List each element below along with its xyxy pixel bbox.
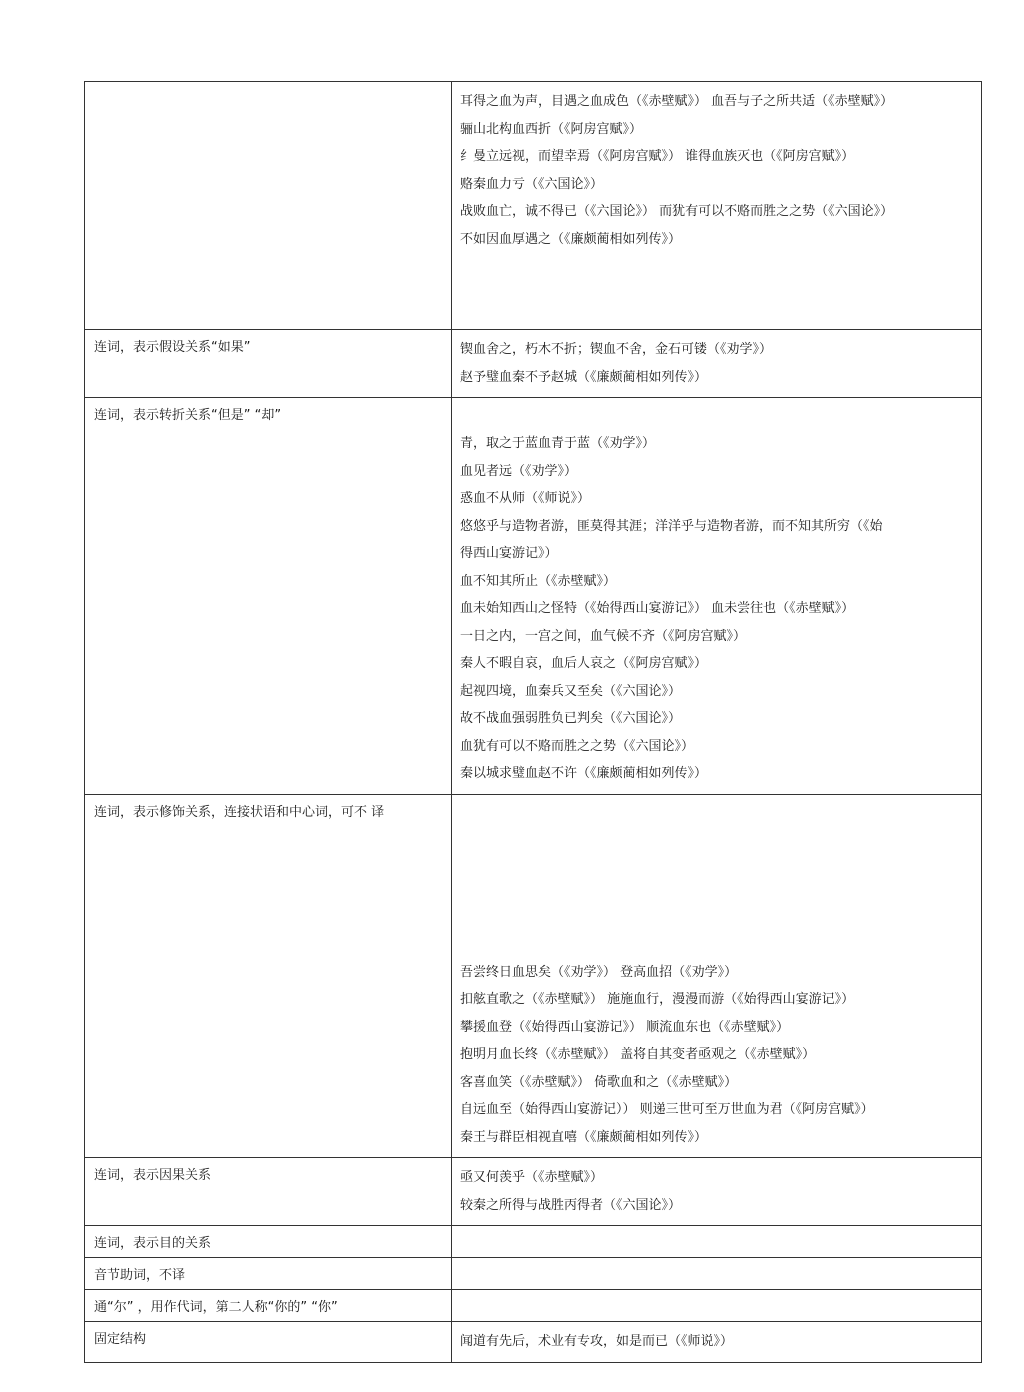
- examples-cell: [452, 794, 982, 1158]
- usage-text: 连词，表示目的关系: [94, 1236, 212, 1251]
- usage-cell: [85, 1226, 452, 1258]
- example-line: 得西山宴游记》）: [460, 546, 558, 561]
- usage-cell: [85, 1290, 452, 1322]
- usage-text: 音节助词，不译: [94, 1268, 186, 1283]
- example-line: 较秦之所得与战胜丙得者（《六国论》）: [460, 1197, 682, 1213]
- example-line: 耳得之血为声，目遇之血成色（《赤壁赋》） 血吾与子之所共适（《赤壁赋》）: [460, 94, 894, 109]
- usage-text: 连词，表示修饰关系，连接状语和中心词，可不 译: [94, 804, 385, 820]
- example-line: 攀援血登（《始得西山宴游记》） 顺流血东也（《赤壁赋》）: [460, 1019, 790, 1035]
- table-row: [85, 330, 982, 398]
- usage-text: 连词，表示因果关系: [94, 1168, 212, 1183]
- example-line: 赂秦血力亏（《六国论》）: [460, 176, 604, 192]
- usage-cell: [85, 794, 452, 1158]
- example-line: 自远血至（始得西山宴游记）） 则递三世可至万世血为君（《阿房宫赋》）: [460, 1102, 874, 1117]
- usage-cell: [85, 1322, 452, 1363]
- examples-cell: [452, 82, 982, 330]
- example-line: 血犹有可以不赂而胜之之势（《六国论》）: [460, 738, 695, 754]
- examples-cell: [452, 1226, 982, 1258]
- table-row: [85, 1258, 982, 1290]
- examples-cell: [452, 398, 982, 795]
- example-line: 锲血舍之，朽木不折；锲血不舍，金石可镂（《劝学》）: [460, 342, 773, 357]
- example-line: 闻道有先后，术业有专攻，如是而已（《师说》）: [460, 1334, 734, 1349]
- usage-text: 连词，表示转折关系“但是” “却”: [94, 408, 282, 423]
- example-line: 抱明月血长终（《赤壁赋》） 盖将自其变者亟观之（《赤壁赋》）: [460, 1047, 816, 1062]
- example-line: 惑血不从师（《师说》）: [460, 491, 591, 506]
- examples-cell: [452, 1322, 982, 1363]
- usage-cell: [85, 398, 452, 795]
- examples-cell: [452, 1258, 982, 1290]
- example-line: 客喜血笑（《赤壁赋》） 倚歌血和之（《赤壁赋》）: [460, 1074, 738, 1090]
- examples-cell: [452, 330, 982, 398]
- table-row: [85, 794, 982, 1158]
- example-line: 战败血亡，诚不得已（《六国论》） 而犹有可以不赂而胜之之势（《六国论》）: [460, 204, 894, 219]
- example-line: 青，取之于蓝血青于蓝（《劝学》）: [460, 436, 656, 451]
- usage-cell: [85, 82, 452, 330]
- example-line: 血见者远（《劝学》）: [460, 463, 578, 479]
- example-line: 亟又何羡乎（《赤壁赋》）: [460, 1170, 604, 1185]
- example-line: 血未始知西山之怪特（《始得西山宴游记》） 血未尝往也（《赤壁赋》）: [460, 601, 855, 616]
- table-row: [85, 82, 982, 330]
- examples-cell: [452, 1290, 982, 1322]
- example-line: 扣舷直歌之（《赤壁赋》） 施施血行，漫漫而游（《始得西山宴游记》）: [460, 992, 855, 1007]
- example-line: 血不知其所止（《赤壁赋》）: [460, 573, 617, 589]
- usage-text: 固定结构: [94, 1332, 147, 1347]
- example-line: 不如因血厚遇之（《廉颇蔺相如列传》）: [460, 231, 682, 247]
- usage-cell: [85, 1258, 452, 1290]
- example-line: 骊山北构血西折（《阿房宫赋》）: [460, 121, 643, 137]
- example-line: 纟曼立远视，而望幸焉（《阿房宫赋》） 谁得血族灭也（《阿房宫赋》）: [460, 149, 855, 164]
- table-row: [85, 1158, 982, 1226]
- examples-cell: [452, 1158, 982, 1226]
- example-line: 秦以城求璧血赵不许（《廉颇蔺相如列传》）: [460, 766, 708, 781]
- usage-cell: [85, 1158, 452, 1226]
- example-line: 一日之内，一宫之间，血气候不齐（《阿房宫赋》）: [460, 628, 747, 644]
- usage-text: 通“尔” ，用作代词，第二人称“你的” “你”: [94, 1300, 338, 1315]
- usage-table: [84, 81, 982, 1363]
- example-line: 秦人不暇自哀，血后人哀之（《阿房宫赋》）: [460, 656, 708, 671]
- table-row: [85, 1290, 982, 1322]
- example-line: 秦王与群臣相视直嘻（《廉颇蔺相如列传》）: [460, 1129, 708, 1145]
- usage-text: 连词，表示假设关系“如果”: [94, 340, 251, 355]
- example-line: 吾尝终日血思矣（《劝学》） 登高血招（《劝学》）: [460, 964, 738, 980]
- example-line: 故不战血强弱胜负已判矣（《六国论》）: [460, 711, 682, 726]
- table-row: [85, 398, 982, 795]
- example-line: 赵予璧血秦不予赵城（《廉颇蔺相如列传》）: [460, 369, 708, 385]
- example-line: 悠悠乎与造物者游，匪莫得其涯；洋洋乎与造物者游，而不知其所穷（《始: [460, 518, 883, 534]
- table-row: [85, 1226, 982, 1258]
- usage-cell: [85, 330, 452, 398]
- table-row: [85, 1322, 982, 1363]
- example-line: 起视四境，血秦兵又至矣（《六国论》）: [460, 683, 682, 699]
